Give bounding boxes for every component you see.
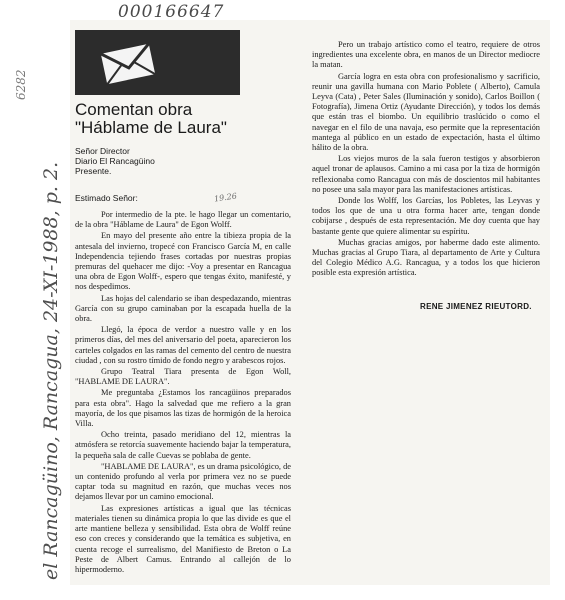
address-line-3: Presente. xyxy=(75,166,112,176)
address-line-1: Señor Director xyxy=(75,146,130,156)
letter-address xyxy=(75,146,275,176)
paragraph: Me preguntaba ¿Estamos los rancagüinos preparados para esta obra". Hago la salvedad que me refiero a la gran mayoría, de los que pisamos las tizas de hormigón de la heroica Villa. xyxy=(75,388,291,429)
paragraph: Pero un trabajo artístico como el teatro, requiere de otros ingredientes una excelente obra, en manos de un Director mediocre la matan. xyxy=(312,40,540,70)
paragraph: "HABLAME DE LAURA", es un drama psicológico, de un contenido profundo al verla por primera vez no se puede captar toda su magnitud en razón, que muchas veces nos dejamos llevar por un camino emocional. xyxy=(75,461,291,502)
author-signature: RENE JIMENEZ RIEUTORD. xyxy=(420,302,532,311)
paragraph: García logra en esta obra con profesionalismo y sacrificio, reunir una gavilla humana con Mario Poblete ( Alberto), Camula Leyva (Cata) , Peter Sales (Iluminación y sonido), Carlos Boillon ( Fotografía), Jimena Ortiz (Ayudante Dirección), y todos los demás que están tras el biombo. Un equilibrio traslúcido o como el navegar en el filo de una navaja, eso permite que la representación mantega al público en un estado de expectación, hasta el último hálito de la obra. xyxy=(312,71,540,153)
paragraph: Ocho treinta, pasado meridiano del 12, mientras la atmósfera se retorcía suavemente haciendo bajar la temperatura, la pequeña sala de calle Cuevas se poblaba de gente. xyxy=(75,430,291,460)
address-line-2: Diario El Rancagüino xyxy=(75,156,155,166)
paragraph: En mayo del presente año entre la tibieza propia de la antesala del invierno, tropecé con Francisco García M, en calle Independencia tejiendo frases cortadas por nuestras propias premuras del quehacer me dijo: -Voy a presentar en Rancagua una obra de Egon Wolff-, espero que tengas éxito, manifesté, y nos despedimos. xyxy=(75,231,291,292)
article-left-column xyxy=(75,210,291,576)
paragraph: Los viejos muros de la sala fueron testigos y absorbieron aquel tronar de aplausos. Camino a mi casa por la tiza de hormigón reflexionaba como Rancagua con más de doscientos mil habitantes no posee una sala mayor para las manifestaciones artísticas. xyxy=(312,154,540,194)
article-headline xyxy=(75,101,265,137)
handwritten-mark: 19.26 xyxy=(213,191,238,204)
paragraph: Donde los Wolff, los Garcías, los Pobletes, las Leyvas y todos los que de una u otra forma hacer arte, tengan donde cobijarse , después de esta representación. Me doy cuenta que hay bastante gente que quiere alimentar su espíritu. xyxy=(312,196,540,236)
handwritten-source-note: el Rancagüino, Rancagua, 24-XI-1988, p. 2. xyxy=(40,161,62,580)
archive-code: 000166647 xyxy=(118,2,225,22)
paragraph: Las expresiones artísticas a igual que las técnicas materiales tienen su dinámica propia lo que las divide es que el arte mantiene belleza y sensibilidad. Esta obra de Wolff reúne eso con creces y considerando que la temática es subjetiva, en cuenta recoge el surrealismo, del Manifiesto de Breton o La Peste de Albert Camus. Entrando al callejón de lo hipermoderno. xyxy=(75,503,291,574)
paragraph: Muchas gracias amigos, por haberme dado este alimento. Muchas gracias al Grupo Tiara, al departamento de Arte y Cultura del Colegio Médico A.G. Rancagua, y a todos los que hicieron posible esta expresión artística. xyxy=(312,237,540,278)
paragraph: Por intermedio de la pte. le hago llegar un comentario, de la obra "Háblame de Laura" de Egon Wolff. xyxy=(75,210,291,230)
headline-line-2: "Háblame de Laura" xyxy=(75,118,227,137)
corner-number: 6282 xyxy=(14,69,28,100)
section-header-block xyxy=(75,30,240,95)
paragraph: Grupo Teatral Tiara presenta de Egon Woll, "HABLAME DE LAURA". xyxy=(75,367,291,387)
paragraph: Las hojas del calendario se iban despedazando, mientras García con su grupo caminaban por la escapada huella de la obra. xyxy=(75,293,291,324)
letter-greeting: Estimado Señor: xyxy=(75,193,138,203)
envelope-icon xyxy=(93,40,163,88)
paragraph: Llegó, la época de verdor a nuestro valle y en los primeros días, del mes del aniversario del poeta, aparecieron los carteles colgados en las ramas del cemento del centro de nuestra ciudad , con su rostro tímido de fondo negro y arabescos rojos. xyxy=(75,325,291,365)
article-right-column xyxy=(312,40,540,280)
headline-line-1: Comentan obra xyxy=(75,100,193,119)
